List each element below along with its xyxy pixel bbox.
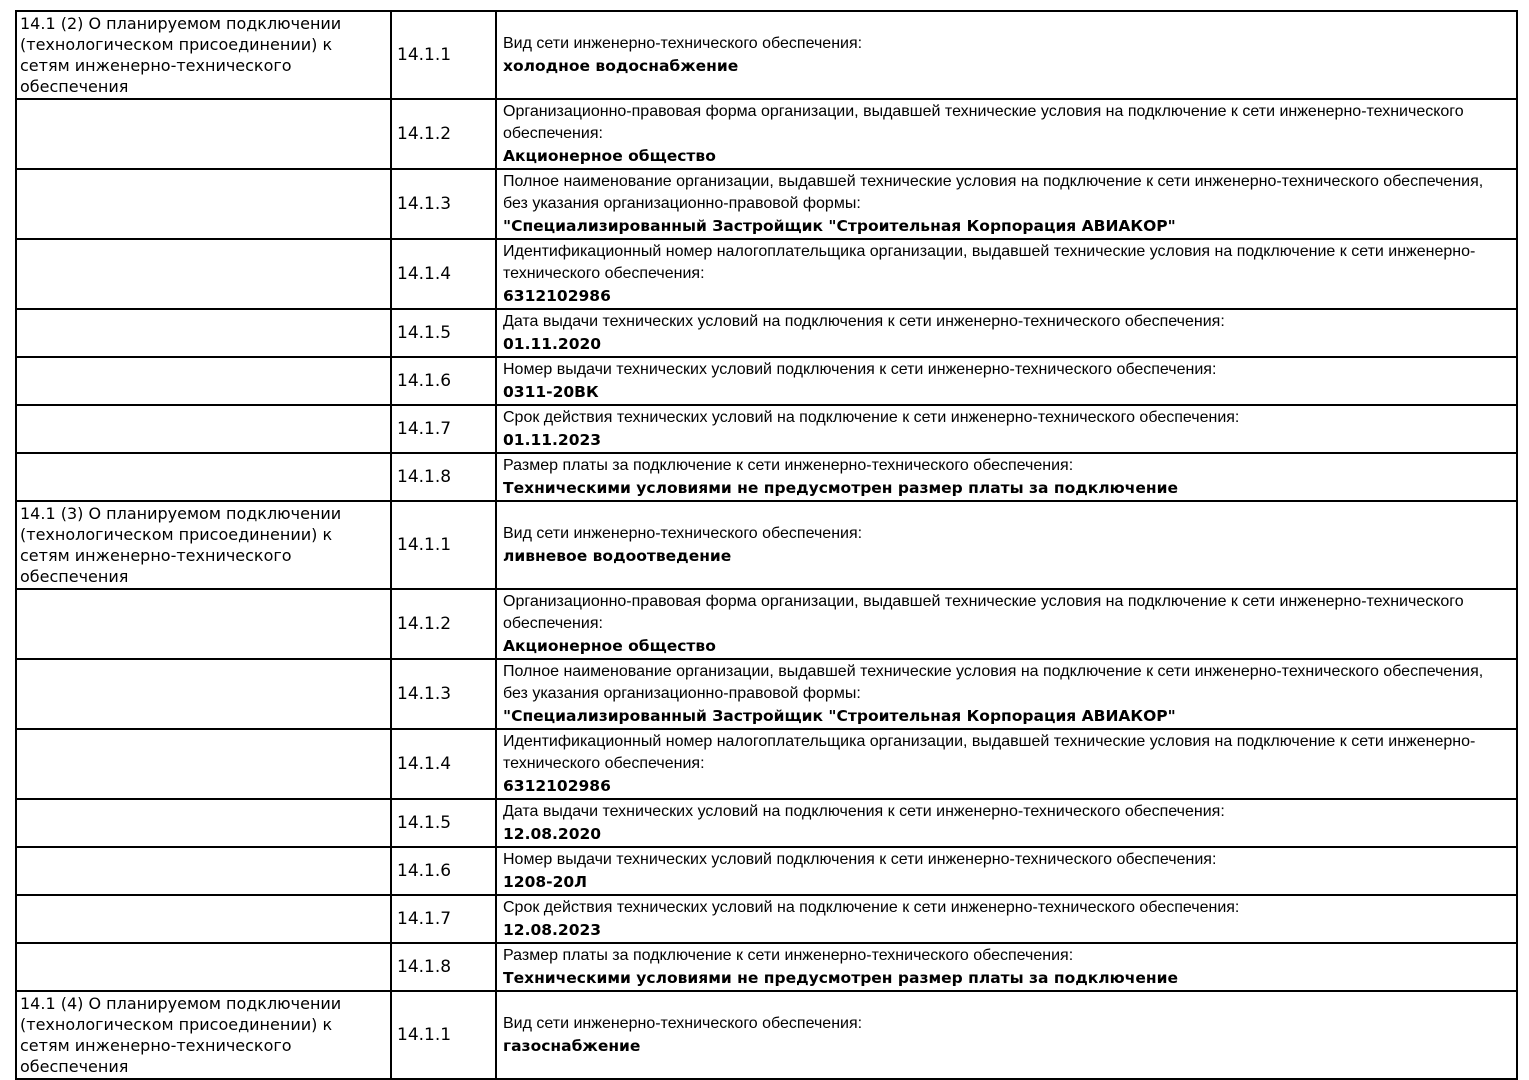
empty-cell	[16, 895, 391, 943]
row-number-cell: 14.1.8	[391, 453, 496, 501]
row-content-cell	[496, 453, 1517, 501]
table-row	[16, 991, 1517, 1079]
table-row	[16, 309, 1517, 357]
field-value: "Специализированный Застройщик "Строительная Корпорация АВИАКОР"	[503, 707, 1176, 725]
field-label: Организационно-правовая форма организации, выдавшей технические условия на подключение к сети инженерно-технического обеспечения:	[503, 593, 1464, 632]
field-value: 12.08.2020	[503, 825, 602, 843]
empty-cell	[16, 239, 391, 309]
field-label: Дата выдачи технических условий на подключения к сети инженерно-технического обеспечения:	[503, 313, 1225, 330]
empty-cell	[16, 589, 391, 659]
field-value: газоснабжение	[503, 1037, 641, 1055]
field-label: Полное наименование организации, выдавшей технические условия на подключение к сети инженерно-технического обеспечения, без указания организационно-правовой формы:	[503, 663, 1484, 702]
group-title-cell: 14.1 (2) О планируемом подключении (технологическом присоединении) к сетям инженерно-технического обеспечения	[16, 11, 391, 99]
row-number-cell: 14.1.3	[391, 659, 496, 729]
row-number-cell: 14.1.7	[391, 895, 496, 943]
group-title-cell: 14.1 (4) О планируемом подключении (технологическом присоединении) к сетям инженерно-технического обеспечения	[16, 991, 391, 1079]
table-row	[16, 11, 1517, 99]
row-number-cell: 14.1.4	[391, 239, 496, 309]
table-row	[16, 405, 1517, 453]
field-value: Техническими условиями не предусмотрен размер платы за подключение	[503, 479, 1178, 497]
row-content-cell	[496, 589, 1517, 659]
table-row	[16, 847, 1517, 895]
field-label: Вид сети инженерно-технического обеспечения:	[503, 1015, 863, 1032]
row-content-cell	[496, 99, 1517, 169]
table-row	[16, 239, 1517, 309]
declaration-table	[15, 10, 1518, 1080]
empty-cell	[16, 357, 391, 405]
row-number-cell: 14.1.1	[391, 501, 496, 589]
field-value: 12.08.2023	[503, 921, 602, 939]
empty-cell	[16, 943, 391, 991]
table-body	[16, 11, 1517, 1079]
field-value: 6312102986	[503, 777, 611, 795]
field-value: 01.11.2020	[503, 335, 602, 353]
field-label: Организационно-правовая форма организации, выдавшей технические условия на подключение к сети инженерно-технического обеспечения:	[503, 103, 1464, 142]
field-value: Акционерное общество	[503, 147, 716, 165]
row-content-cell	[496, 729, 1517, 799]
row-number-cell: 14.1.5	[391, 309, 496, 357]
empty-cell	[16, 99, 391, 169]
field-label: Срок действия технических условий на подключение к сети инженерно-технического обеспечения:	[503, 409, 1240, 426]
table-row	[16, 453, 1517, 501]
empty-cell	[16, 659, 391, 729]
field-value: 01.11.2023	[503, 431, 602, 449]
empty-cell	[16, 729, 391, 799]
row-content-cell	[496, 659, 1517, 729]
field-label: Дата выдачи технических условий на подключения к сети инженерно-технического обеспечения:	[503, 803, 1225, 820]
row-number-cell: 14.1.7	[391, 405, 496, 453]
row-number-cell: 14.1.6	[391, 357, 496, 405]
table-row	[16, 99, 1517, 169]
group-title-cell: 14.1 (3) О планируемом подключении (технологическом присоединении) к сетям инженерно-технического обеспечения	[16, 501, 391, 589]
field-value: "Специализированный Застройщик "Строительная Корпорация АВИАКОР"	[503, 217, 1176, 235]
row-content-cell	[496, 943, 1517, 991]
field-label: Вид сети инженерно-технического обеспечения:	[503, 35, 863, 52]
row-number-cell: 14.1.2	[391, 589, 496, 659]
row-content-cell	[496, 405, 1517, 453]
row-content-cell	[496, 895, 1517, 943]
row-content-cell	[496, 357, 1517, 405]
row-content-cell	[496, 501, 1517, 589]
table-row	[16, 357, 1517, 405]
row-number-cell: 14.1.2	[391, 99, 496, 169]
row-content-cell	[496, 169, 1517, 239]
row-number-cell: 14.1.5	[391, 799, 496, 847]
field-value: Техническими условиями не предусмотрен размер платы за подключение	[503, 969, 1178, 987]
field-value: 1208-20Л	[503, 873, 588, 891]
table-row	[16, 169, 1517, 239]
table-row	[16, 501, 1517, 589]
field-value: холодное водоснабжение	[503, 57, 739, 75]
field-label: Размер платы за подключение к сети инженерно-технического обеспечения:	[503, 947, 1074, 964]
row-number-cell: 14.1.3	[391, 169, 496, 239]
field-value: 6312102986	[503, 287, 611, 305]
table-row	[16, 943, 1517, 991]
empty-cell	[16, 405, 391, 453]
table-row	[16, 589, 1517, 659]
empty-cell	[16, 799, 391, 847]
field-label: Вид сети инженерно-технического обеспечения:	[503, 525, 863, 542]
row-content-cell	[496, 799, 1517, 847]
field-label: Размер платы за подключение к сети инженерно-технического обеспечения:	[503, 457, 1074, 474]
empty-cell	[16, 309, 391, 357]
field-value: 0311-20ВК	[503, 383, 599, 401]
empty-cell	[16, 453, 391, 501]
row-content-cell	[496, 239, 1517, 309]
row-number-cell: 14.1.1	[391, 11, 496, 99]
table-row	[16, 729, 1517, 799]
row-content-cell	[496, 11, 1517, 99]
empty-cell	[16, 847, 391, 895]
field-value: ливневое водоотведение	[503, 547, 732, 565]
table-row	[16, 799, 1517, 847]
field-label: Срок действия технических условий на подключение к сети инженерно-технического обеспечения:	[503, 899, 1240, 916]
row-number-cell: 14.1.4	[391, 729, 496, 799]
row-content-cell	[496, 847, 1517, 895]
field-label: Полное наименование организации, выдавшей технические условия на подключение к сети инженерно-технического обеспечения, без указания организационно-правовой формы:	[503, 173, 1484, 212]
row-content-cell	[496, 309, 1517, 357]
field-label: Идентификационный номер налогоплательщика организации, выдавшей технические условия на подключение к сети инженерно-технического обеспечения:	[503, 733, 1476, 772]
field-label: Номер выдачи технических условий подключения к сети инженерно-технического обеспечения:	[503, 361, 1217, 378]
field-label: Идентификационный номер налогоплательщика организации, выдавшей технические условия на подключение к сети инженерно-технического обеспечения:	[503, 243, 1476, 282]
row-number-cell: 14.1.8	[391, 943, 496, 991]
table-row	[16, 659, 1517, 729]
table-row	[16, 895, 1517, 943]
field-label: Номер выдачи технических условий подключения к сети инженерно-технического обеспечения:	[503, 851, 1217, 868]
row-number-cell: 14.1.6	[391, 847, 496, 895]
row-number-cell: 14.1.1	[391, 991, 496, 1079]
field-value: Акционерное общество	[503, 637, 716, 655]
row-content-cell	[496, 991, 1517, 1079]
empty-cell	[16, 169, 391, 239]
